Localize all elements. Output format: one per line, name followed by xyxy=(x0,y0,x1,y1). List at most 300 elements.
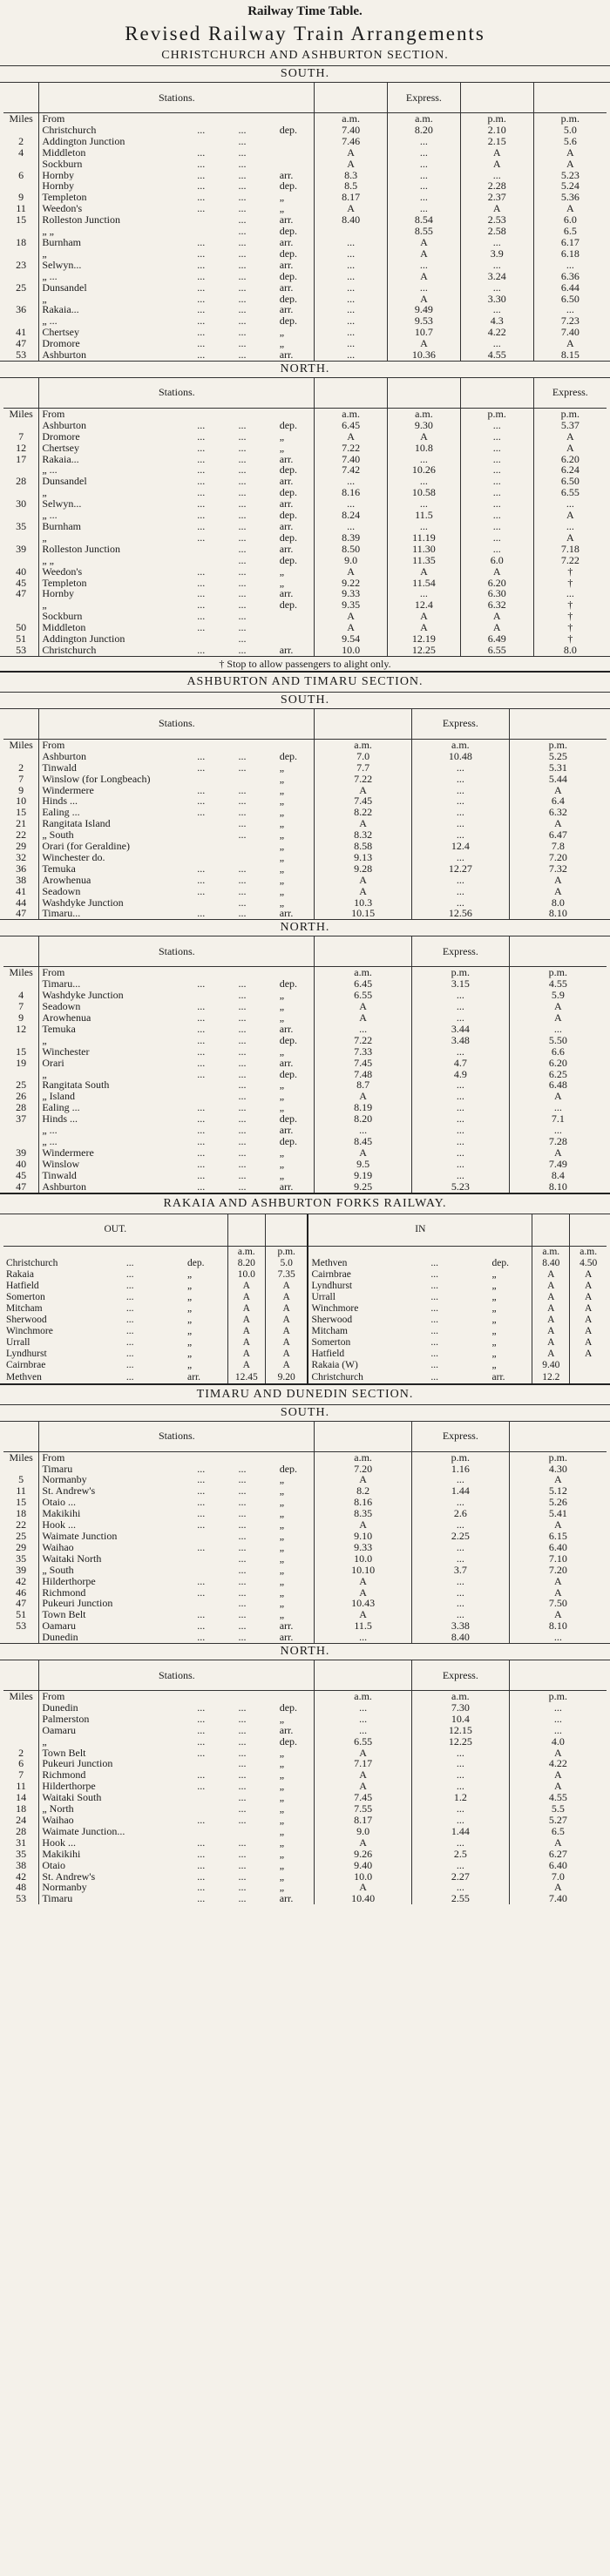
time-cell: † xyxy=(533,599,607,611)
dots xyxy=(235,1451,276,1463)
arr-dep: dep. xyxy=(279,124,298,136)
time-cell: A xyxy=(227,1281,265,1292)
dots: ... xyxy=(238,281,247,294)
time-cell: ... xyxy=(315,315,388,327)
miles-header-blank xyxy=(3,709,39,740)
time-cell: A xyxy=(388,248,461,260)
time-cell: A xyxy=(532,1349,570,1360)
time-cell: ... xyxy=(411,1147,509,1159)
station-name: Dunsandel xyxy=(39,282,194,294)
time-cell: 9.0 xyxy=(315,555,388,566)
station-name: Winslow xyxy=(39,1159,194,1170)
time-cell: A xyxy=(315,1012,412,1024)
time-cell: A xyxy=(509,875,607,886)
dots: ... xyxy=(197,1180,206,1193)
dots: ... xyxy=(238,1870,247,1883)
miles-cell xyxy=(3,1736,39,1748)
dots: ... xyxy=(238,1552,247,1565)
time-cell: 9.35 xyxy=(315,599,388,611)
time-cell: A xyxy=(227,1360,265,1371)
table-header-row xyxy=(3,936,607,967)
time-cell: 8.16 xyxy=(315,1497,412,1508)
table-row xyxy=(3,1565,607,1576)
direction-heading: NORTH. xyxy=(280,1645,330,1659)
station-name: Sockburn xyxy=(39,611,194,622)
time-cell: 7.22 xyxy=(533,555,607,566)
time-cell: A xyxy=(315,1519,412,1531)
time-cell: 8.3 xyxy=(315,170,388,181)
station-name: Templeton xyxy=(39,578,194,589)
dots: ... xyxy=(197,1125,206,1136)
station-name: Rolleston Junction xyxy=(39,544,194,555)
station-name: Burnham xyxy=(39,521,194,532)
station-name: Hatfield xyxy=(308,1349,428,1360)
table-row xyxy=(3,622,607,633)
time-cell: ... xyxy=(411,1046,509,1058)
dots: ... xyxy=(238,990,247,1002)
dots: ... xyxy=(238,315,247,328)
table-row xyxy=(3,1587,607,1599)
dots xyxy=(194,841,235,852)
dots: ... xyxy=(197,874,206,886)
time-column-header: Express. xyxy=(411,1422,509,1452)
time-cell: 9.49 xyxy=(388,304,461,315)
dots: ... xyxy=(238,203,247,215)
time-cell: 9.53 xyxy=(388,315,461,327)
arr-dep: dep. xyxy=(279,1034,298,1046)
miles-cell: 40 xyxy=(16,565,27,578)
dots: ... xyxy=(238,1463,247,1475)
station-name: Chertsey xyxy=(39,327,194,338)
time-cell: ... xyxy=(411,990,509,1001)
miles-cell: 45 xyxy=(16,577,27,589)
arr-dep: arr. xyxy=(279,349,294,361)
station-name: From xyxy=(39,739,194,750)
dots: ... xyxy=(238,1146,247,1159)
dots: ... xyxy=(238,1586,247,1599)
time-cell: 6.55 xyxy=(315,990,412,1001)
table-row xyxy=(3,1758,607,1769)
dots xyxy=(194,214,235,226)
arr-dep: „ xyxy=(279,1870,285,1883)
station-name: „ xyxy=(39,294,194,305)
dots: ... xyxy=(125,1280,134,1291)
dots xyxy=(194,1598,235,1609)
arr-dep xyxy=(277,1451,315,1463)
time-column-header xyxy=(315,709,412,740)
time-cell: A xyxy=(460,622,533,633)
miles-cell: Miles xyxy=(9,739,33,751)
time-cell: 7.0 xyxy=(509,1871,607,1883)
dots xyxy=(194,633,235,645)
table-row xyxy=(3,599,607,611)
dots: ... xyxy=(238,1135,247,1147)
dots: ... xyxy=(238,1541,247,1553)
dots: ... xyxy=(197,270,206,282)
time-cell: 8.22 xyxy=(315,807,412,818)
arr-dep: dep. xyxy=(279,180,298,193)
time-cell: ... xyxy=(460,260,533,271)
table-row xyxy=(3,226,607,237)
table-row xyxy=(3,1326,607,1337)
time-cell: A xyxy=(509,785,607,796)
dots xyxy=(194,897,235,909)
time-cell: ... xyxy=(411,1882,509,1893)
time-cell: 8.10 xyxy=(509,908,607,919)
dots: ... xyxy=(197,1158,206,1170)
dots: ... xyxy=(238,1125,247,1136)
dots: ... xyxy=(238,1713,247,1725)
miles-cell: 29 xyxy=(16,841,27,852)
miles-cell: 25 xyxy=(16,1530,27,1542)
dots xyxy=(194,852,235,863)
time-cell: 11.54 xyxy=(388,578,461,589)
arr-dep: „ xyxy=(491,1268,497,1280)
dots: ... xyxy=(238,270,247,282)
miles-cell: 41 xyxy=(16,885,27,897)
dots: ... xyxy=(197,464,206,477)
time-cell: ... xyxy=(315,521,388,532)
time-cell: ... xyxy=(388,260,461,271)
arr-dep: „ xyxy=(279,1012,285,1024)
time-cell: A xyxy=(570,1337,607,1349)
dots: ... xyxy=(238,1158,247,1170)
station-name: Cairnbrae xyxy=(308,1269,428,1281)
dots: ... xyxy=(197,1485,206,1498)
time-column-header xyxy=(509,709,607,740)
miles-cell: 17 xyxy=(16,453,27,465)
time-cell: ... xyxy=(533,260,607,271)
time-cell: ... xyxy=(315,294,388,305)
time-cell: 7.23 xyxy=(533,315,607,327)
dots: ... xyxy=(197,1870,206,1883)
dots: ... xyxy=(197,180,206,193)
dots xyxy=(235,967,276,978)
dots: ... xyxy=(197,247,206,260)
time-cell: 7.40 xyxy=(315,454,388,465)
arr-dep: „ xyxy=(279,1792,285,1804)
dots: ... xyxy=(238,644,247,656)
miles-cell: Miles xyxy=(9,1690,33,1702)
station-name: Templeton xyxy=(39,192,194,203)
table-row xyxy=(3,1702,607,1714)
arr-dep xyxy=(277,1691,315,1702)
dots: ... xyxy=(125,1268,134,1280)
table-row xyxy=(3,588,607,599)
miles-cell: 19 xyxy=(16,1057,27,1069)
dots: ... xyxy=(238,1769,247,1782)
time-cell: ... xyxy=(411,1012,509,1024)
dots: ... xyxy=(197,349,206,361)
dots: ... xyxy=(238,784,247,796)
time-cell: 5.12 xyxy=(509,1485,607,1497)
time-cell: 8.20 xyxy=(315,1113,412,1125)
station-name: „ North xyxy=(39,1803,194,1815)
time-cell: 12.2 xyxy=(532,1372,570,1383)
time-cell: † xyxy=(533,633,607,645)
table-row xyxy=(3,147,607,159)
miles-cell: 18 xyxy=(16,1803,27,1815)
dots xyxy=(194,1792,235,1803)
time-cell: A xyxy=(265,1326,308,1337)
time-cell: ... xyxy=(315,1632,412,1643)
time-cell: ... xyxy=(460,237,533,248)
time-cell: A xyxy=(509,1587,607,1599)
dots: ... xyxy=(197,442,206,454)
time-cell: 5.50 xyxy=(509,1035,607,1046)
time-cell: ... xyxy=(411,1113,509,1125)
arr-dep: dep. xyxy=(279,554,298,566)
time-cell: 4.55 xyxy=(460,349,533,361)
dots xyxy=(194,113,235,125)
time-cell: 7.8 xyxy=(509,841,607,852)
station-name: Rolleston Junction xyxy=(39,214,194,226)
time-cell: 6.27 xyxy=(509,1849,607,1860)
arr-dep: arr. xyxy=(279,1057,294,1069)
table-row xyxy=(3,214,607,226)
time-column-header xyxy=(315,378,388,409)
arr-dep: „ xyxy=(279,1146,285,1159)
miles-cell: 31 xyxy=(16,1836,27,1849)
miles-cell: 32 xyxy=(16,851,27,863)
dots xyxy=(194,774,235,785)
station-name: Waihao xyxy=(39,1542,194,1553)
in-time-col-2 xyxy=(570,1214,607,1247)
time-cell: 2.55 xyxy=(411,1893,509,1904)
time-cell: ... xyxy=(411,1609,509,1620)
station-name: Mitcham xyxy=(308,1326,428,1337)
time-cell: 9.22 xyxy=(315,578,388,589)
time-cell: ... xyxy=(411,1542,509,1553)
station-name: Winchester xyxy=(39,1046,194,1058)
station-name: Arowhenua xyxy=(39,1012,194,1024)
time-cell: A xyxy=(315,1001,412,1012)
section-title: TIMARU AND DUNEDIN SECTION. xyxy=(196,1387,414,1401)
time-cell: A xyxy=(388,271,461,282)
table-row xyxy=(3,1058,607,1069)
time-cell: 9.0 xyxy=(315,1826,412,1837)
time-column-header xyxy=(315,1660,412,1691)
time-cell: p.m. xyxy=(509,967,607,978)
dots: ... xyxy=(238,1859,247,1871)
miles-cell: 46 xyxy=(16,1586,27,1599)
arr-dep: „ xyxy=(279,327,285,339)
arr-dep: „ xyxy=(279,1803,285,1815)
table-row xyxy=(3,1598,607,1609)
station-name: Cairnbrae xyxy=(6,1360,46,1371)
time-cell: ... xyxy=(411,795,509,807)
table-row xyxy=(3,1125,607,1136)
time-column-header xyxy=(315,83,388,113)
time-cell: 7.17 xyxy=(315,1758,412,1769)
time-cell: A xyxy=(315,1781,412,1792)
miles-cell: 14 xyxy=(16,1792,27,1804)
time-cell: 6.50 xyxy=(533,294,607,305)
dots: ... xyxy=(238,1836,247,1849)
time-cell: 7.10 xyxy=(509,1553,607,1565)
time-cell: 5.23 xyxy=(533,170,607,181)
dots xyxy=(194,1691,235,1702)
time-cell: ... xyxy=(460,454,533,465)
dots: ... xyxy=(238,259,247,271)
time-cell: A xyxy=(388,294,461,305)
time-cell: 7.50 xyxy=(509,1598,607,1609)
station-name: St. Andrew's xyxy=(39,1871,194,1883)
miles-cell xyxy=(3,1725,39,1736)
miles-cell: 42 xyxy=(16,1870,27,1883)
time-cell: a.m. xyxy=(315,1691,412,1702)
time-cell: A xyxy=(460,566,533,578)
time-cell: 6.5 xyxy=(533,226,607,237)
dots: ... xyxy=(197,203,206,215)
arr-dep: arr. xyxy=(279,476,294,488)
miles-cell xyxy=(3,1702,39,1714)
time-cell: p.m. xyxy=(509,1691,607,1702)
time-cell: ... xyxy=(460,510,533,521)
time-cell: A xyxy=(265,1315,308,1326)
forks-header-row xyxy=(3,1214,607,1247)
arr-dep: „ xyxy=(279,885,285,897)
dots xyxy=(194,408,235,419)
station-name: Addington Junction xyxy=(39,633,194,645)
arr-dep: „ xyxy=(279,1781,285,1793)
time-cell: A xyxy=(532,1337,570,1349)
time-cell: ... xyxy=(388,203,461,214)
time-cell: 9.26 xyxy=(315,1849,412,1860)
direction-heading: SOUTH. xyxy=(280,693,330,707)
time-cell: ... xyxy=(411,1587,509,1599)
time-cell: 9.28 xyxy=(315,863,412,875)
arr-dep xyxy=(277,147,315,159)
time-cell: 7.22 xyxy=(315,443,388,454)
arr-dep: dep. xyxy=(279,510,298,521)
unit-label: p.m. xyxy=(265,1246,308,1258)
time-cell: 6.0 xyxy=(460,555,533,566)
time-cell: ... xyxy=(411,1837,509,1849)
dots: ... xyxy=(238,1485,247,1498)
time-cell: 8.0 xyxy=(533,645,607,656)
miles-cell xyxy=(3,1714,39,1725)
table-row xyxy=(3,1372,607,1383)
time-cell: A xyxy=(265,1281,308,1292)
time-cell: A xyxy=(227,1349,265,1360)
time-cell: A xyxy=(533,431,607,443)
dots xyxy=(194,1531,235,1542)
dots: ... xyxy=(238,1057,247,1069)
timetable-table xyxy=(3,1660,607,1904)
dots xyxy=(235,408,276,419)
station-name: Town Belt xyxy=(39,1748,194,1759)
time-cell: A xyxy=(509,886,607,897)
time-cell: A xyxy=(533,159,607,170)
time-cell: 4.0 xyxy=(509,1736,607,1748)
station-name: From xyxy=(39,1451,194,1463)
time-cell: 2.5 xyxy=(411,1849,509,1860)
miles-cell xyxy=(3,294,39,305)
time-cell: ... xyxy=(411,807,509,818)
time-column-header xyxy=(509,1422,607,1452)
time-cell: a.m. xyxy=(315,408,388,419)
table-row xyxy=(3,192,607,203)
time-cell: A xyxy=(265,1337,308,1349)
station-name: Lyndhurst xyxy=(6,1349,47,1360)
time-cell: 10.15 xyxy=(315,908,412,919)
arr-dep: „ xyxy=(279,1045,285,1058)
time-cell: 10.58 xyxy=(388,487,461,498)
station-name: Ashburton xyxy=(39,1181,194,1193)
miles-cell: 36 xyxy=(16,862,27,875)
time-cell: ... xyxy=(533,498,607,510)
direction-heading: SOUTH. xyxy=(280,67,330,80)
time-cell: p.m. xyxy=(509,1451,607,1463)
station-name: Windermere xyxy=(39,1147,194,1159)
dots: ... xyxy=(238,146,247,159)
table-row xyxy=(3,1519,607,1531)
arr-dep: „ xyxy=(491,1280,497,1291)
time-cell: 8.55 xyxy=(388,226,461,237)
station-name: Temuka xyxy=(39,1024,194,1035)
dots xyxy=(194,544,235,555)
station-name: „ ... xyxy=(39,464,194,476)
time-cell: A xyxy=(533,532,607,544)
time-cell: ... xyxy=(315,349,388,361)
table-row xyxy=(3,1531,607,1542)
time-cell: ... xyxy=(315,1702,412,1714)
station-name: Winchmore xyxy=(308,1303,428,1315)
table-row xyxy=(3,1632,607,1643)
miles-header-blank xyxy=(3,1422,39,1452)
station-name: Hook ... xyxy=(39,1519,194,1531)
miles-cell: 28 xyxy=(16,1102,27,1114)
time-cell: 5.0 xyxy=(533,125,607,136)
time-cell: A xyxy=(509,1474,607,1485)
table-row xyxy=(3,1871,607,1883)
time-cell: ... xyxy=(315,498,388,510)
miles-cell: 38 xyxy=(16,1859,27,1871)
dots: ... xyxy=(238,565,247,578)
dots: ... xyxy=(197,1735,206,1748)
dots: ... xyxy=(197,1023,206,1035)
time-cell: 8.10 xyxy=(509,1181,607,1193)
page-title: Railway Time Table. xyxy=(247,4,363,18)
station-name: Sockburn xyxy=(39,159,194,170)
time-cell: p.m. xyxy=(460,113,533,125)
table-row xyxy=(3,785,607,796)
time-cell: a.m. xyxy=(388,113,461,125)
time-column-header: Express. xyxy=(388,83,461,113)
dots: ... xyxy=(238,247,247,260)
arr-dep: „ xyxy=(187,1326,193,1337)
dots: ... xyxy=(197,1068,206,1080)
miles-cell: Miles xyxy=(9,112,33,125)
miles-cell: 26 xyxy=(16,1091,27,1103)
time-column-header xyxy=(509,936,607,967)
arr-dep: dep. xyxy=(279,1735,298,1748)
station-name: Timaru xyxy=(39,1893,194,1904)
dots: ... xyxy=(197,1893,206,1905)
dots: ... xyxy=(197,784,206,796)
time-cell: 12.56 xyxy=(411,908,509,919)
dots: ... xyxy=(238,531,247,544)
time-cell: ... xyxy=(388,588,461,599)
time-cell: 6.24 xyxy=(533,464,607,476)
miles-cell xyxy=(3,599,39,611)
time-cell: A xyxy=(388,338,461,349)
dots: ... xyxy=(238,885,247,897)
arr-dep: arr. xyxy=(279,1620,294,1633)
time-cell: ... xyxy=(460,431,533,443)
table-row xyxy=(3,967,607,978)
